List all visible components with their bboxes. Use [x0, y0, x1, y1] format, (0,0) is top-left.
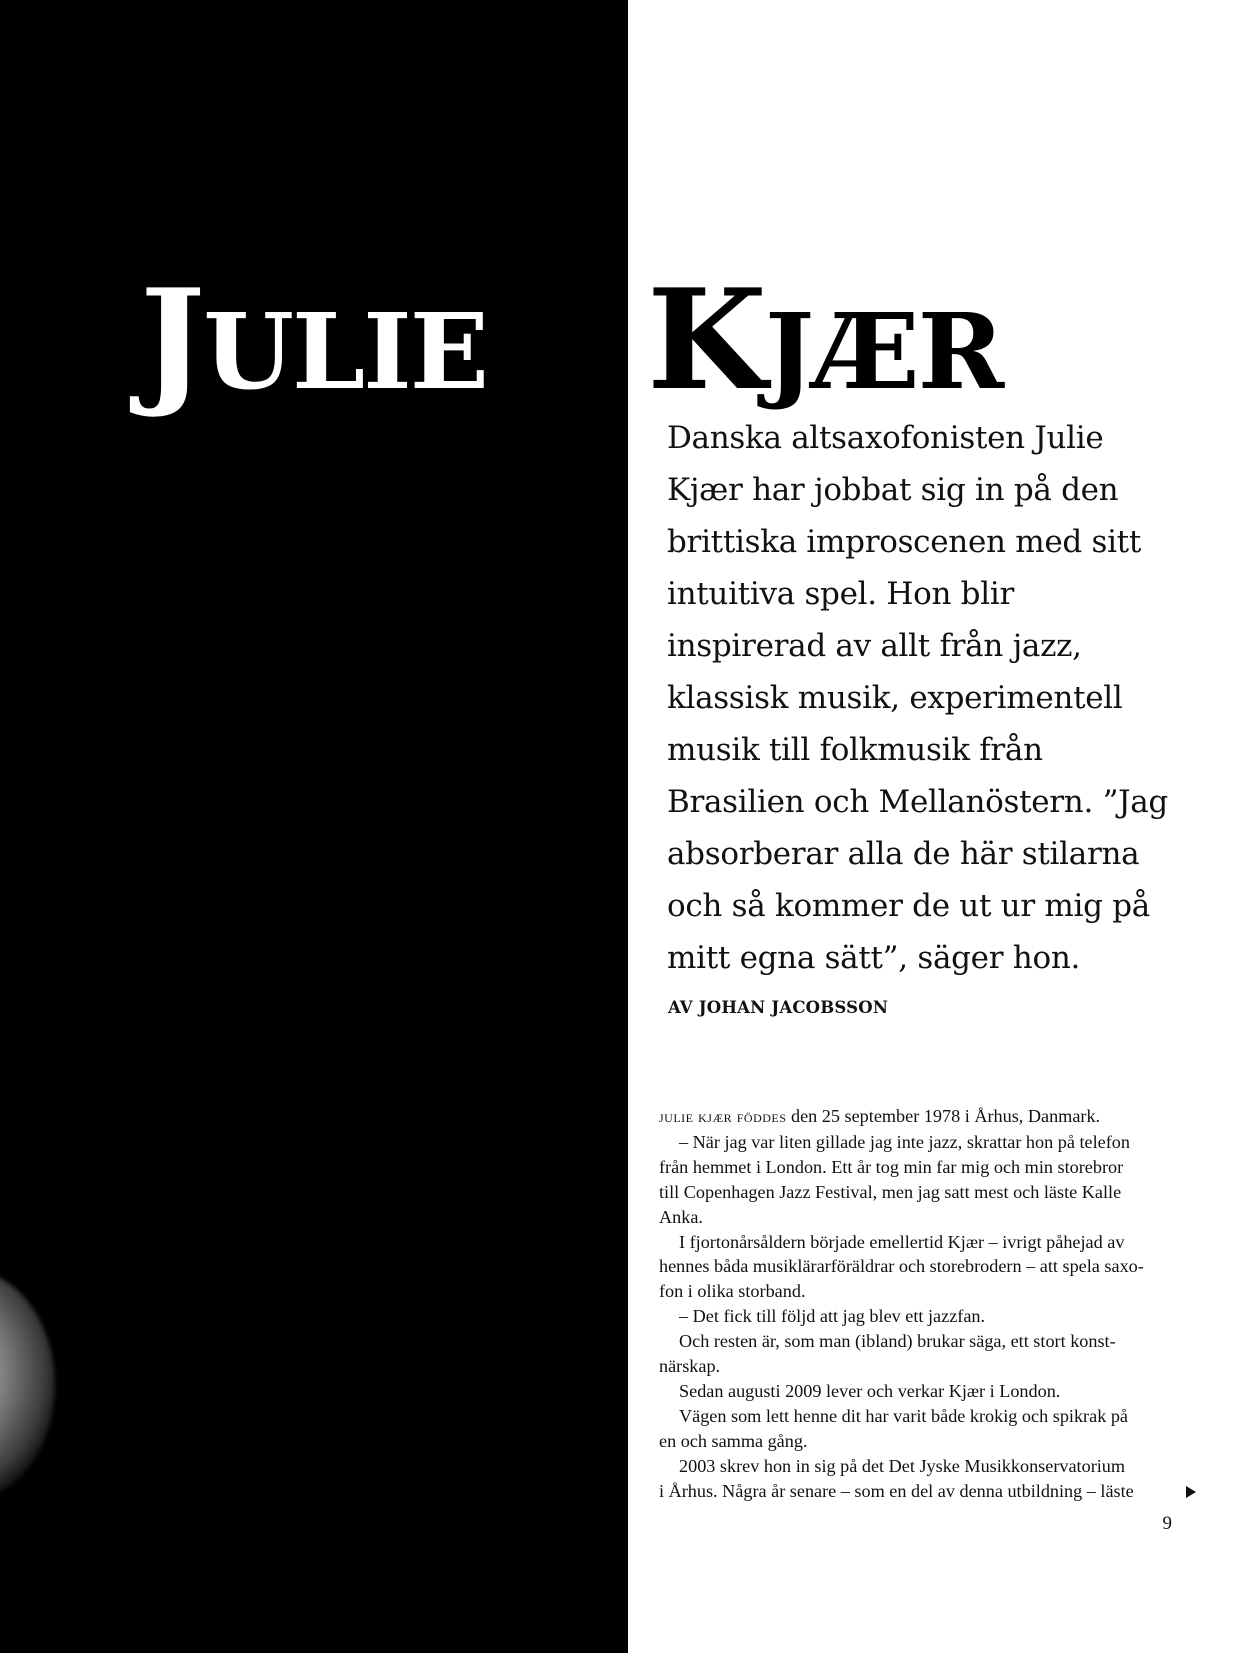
article-title	[0, 258, 1257, 422]
lead-line: musik till folkmusik från	[667, 732, 1043, 768]
lead-line: intuitiva spel. Hon blir	[667, 576, 1014, 612]
lead-line: Kjær har jobbat sig in på den	[667, 472, 1119, 508]
body-line: Anka.	[659, 1206, 703, 1227]
lead-line: brittiska improscenen med sitt	[667, 524, 1141, 560]
title-word-first-name: JULIE	[140, 258, 488, 422]
body-line: från hemmet i London. Ett år tog min far mig och min storebror	[659, 1156, 1124, 1177]
body-opening-line	[659, 1104, 1170, 1130]
body-line: hennes båda musiklärarföräldrar och storebrodern – att spela saxo-	[659, 1256, 1144, 1277]
opening-rest: den 25 september 1978 i Århus, Danmark.	[786, 1106, 1101, 1126]
lead-line: klassisk musik, experimentell	[667, 680, 1123, 716]
title-word-last-name: KJÆR	[647, 258, 1003, 422]
body-line: Vägen som lett henne dit har varit både krokig och spikrak på	[679, 1405, 1128, 1426]
body-line: närskap.	[659, 1356, 721, 1377]
lead-line: inspirerad av allt från jazz,	[667, 628, 1082, 664]
body-line: till Copenhagen Jazz Festival, men jag satt mest och läste Kalle	[659, 1181, 1122, 1202]
body-line: en och samma gång.	[659, 1430, 808, 1451]
byline: AV JOHAN JACOBSSON	[668, 998, 889, 1017]
body-line: Och resten är, som man (ibland) brukar säga, ett stort konst-	[679, 1331, 1116, 1352]
lead-line: Brasilien och Mellanöstern. ”Jag	[667, 784, 1168, 820]
page-number: 9	[1162, 1513, 1172, 1534]
body-line: i Århus. Några år senare – som en del av denna utbildning – läste	[659, 1480, 1134, 1501]
body-text	[659, 1104, 1170, 1504]
body-line: fon i olika storband.	[659, 1281, 806, 1302]
continue-arrow-icon	[1186, 1486, 1196, 1498]
lead-line: absorberar alla de här stilarna	[667, 836, 1140, 872]
body-line: – Det fick till följd att jag blev ett jazzfan.	[679, 1306, 986, 1327]
body-line: 2003 skrev hon in sig på det Det Jyske Musikkonservatorium	[679, 1455, 1126, 1476]
lead-line: Danska altsaxofonisten Julie	[667, 420, 1104, 456]
opening-smallcaps: julie kjær föddes	[659, 1107, 787, 1126]
body-line: – När jag var liten gillade jag inte jazz, skrattar hon på telefon	[679, 1131, 1130, 1152]
body-line: I fjortonårsåldern började emellertid Kjær – ivrigt påhejad av	[679, 1231, 1125, 1252]
body-line: Sedan augusti 2009 lever och verkar Kjær i London.	[679, 1380, 1061, 1401]
lead-paragraph	[667, 412, 1192, 984]
photo-shoulder-highlight	[0, 1270, 55, 1500]
lead-line: och så kommer de ut ur mig på	[667, 888, 1150, 924]
lead-line: mitt egna sätt”, säger hon.	[667, 940, 1081, 976]
photo-panel	[0, 0, 628, 1653]
